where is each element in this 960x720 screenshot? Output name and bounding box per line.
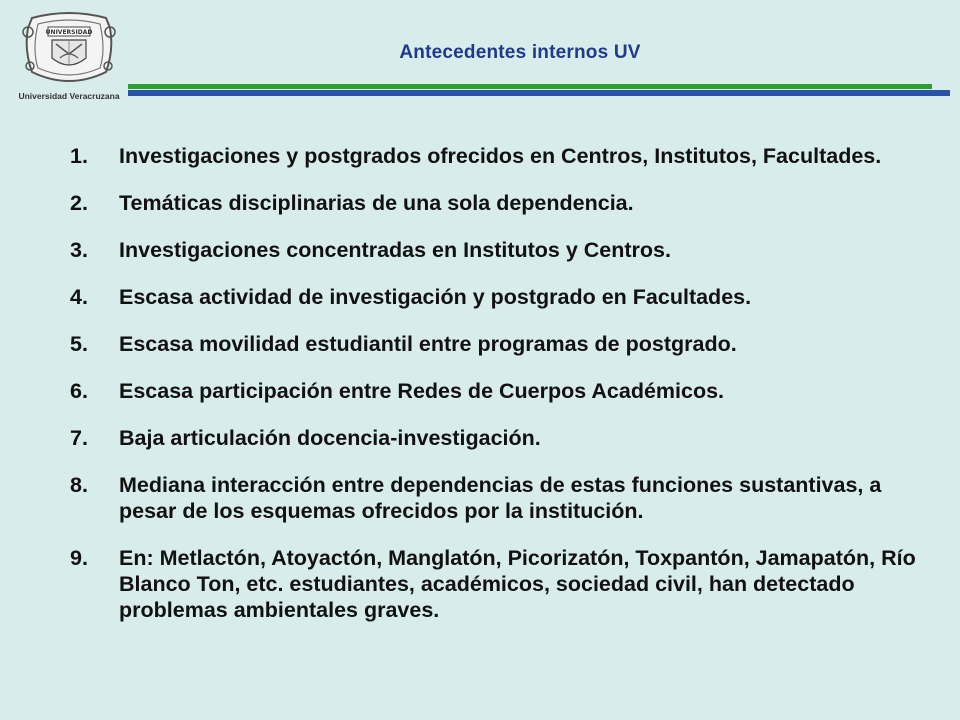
list-item-text: Baja articulación docencia-investigación. (119, 426, 541, 450)
list-item (70, 545, 930, 623)
page-title: Antecedentes internos UV (399, 42, 641, 63)
list-item-text: Investigaciones y postgrados ofrecidos en Centros, Institutos, Facultades. (119, 144, 882, 168)
list-item-number: 1. (70, 144, 88, 168)
antecedents-list (70, 143, 930, 644)
logo-banner-text: UNIVERSIDAD (45, 29, 93, 36)
list-item-number: 7. (70, 426, 88, 450)
list-item (70, 425, 930, 451)
list-item (70, 237, 930, 263)
list-item (70, 143, 930, 169)
list-item-number: 2. (70, 191, 88, 215)
list-item (70, 378, 930, 404)
title-divider-green (128, 84, 932, 89)
university-seal-icon (14, 10, 124, 90)
list-item-text: Investigaciones concentradas en Institutos y Centros. (119, 238, 671, 262)
list-item-number: 3. (70, 238, 88, 262)
list-item-text: Escasa actividad de investigación y postgrado en Facultades. (119, 285, 752, 309)
list-item-number: 9. (70, 546, 88, 570)
university-logo (14, 10, 124, 102)
list-item-number: 4. (70, 285, 88, 309)
list-item-text: Temáticas disciplinarias de una sola dependencia. (119, 191, 634, 215)
list-item-text: Escasa participación entre Redes de Cuerpos Académicos. (119, 379, 725, 403)
list-item (70, 331, 930, 357)
list-item-text: Escasa movilidad estudiantil entre programas de postgrado. (119, 332, 737, 356)
list-item (70, 190, 930, 216)
logo-caption: Universidad Veracruzana (18, 91, 120, 101)
list-item (70, 472, 930, 524)
list-item-text: En: Metlactón, Atoyactón, Manglatón, Picorizatón, Toxpantón, Jamapatón, Río Blanco Ton, etc. estudiantes, académicos, sociedad civil, han detectado problemas ambientales graves. (119, 546, 916, 622)
list-item (70, 284, 930, 310)
list-item-text: Mediana interacción entre dependencias de estas funciones sustantivas, a pesar de los esquemas ofrecidos por la institución. (119, 473, 882, 523)
list-item-number: 8. (70, 473, 88, 497)
list-item-number: 5. (70, 332, 88, 356)
list-item-number: 6. (70, 379, 88, 403)
title-divider-blue (128, 90, 950, 96)
